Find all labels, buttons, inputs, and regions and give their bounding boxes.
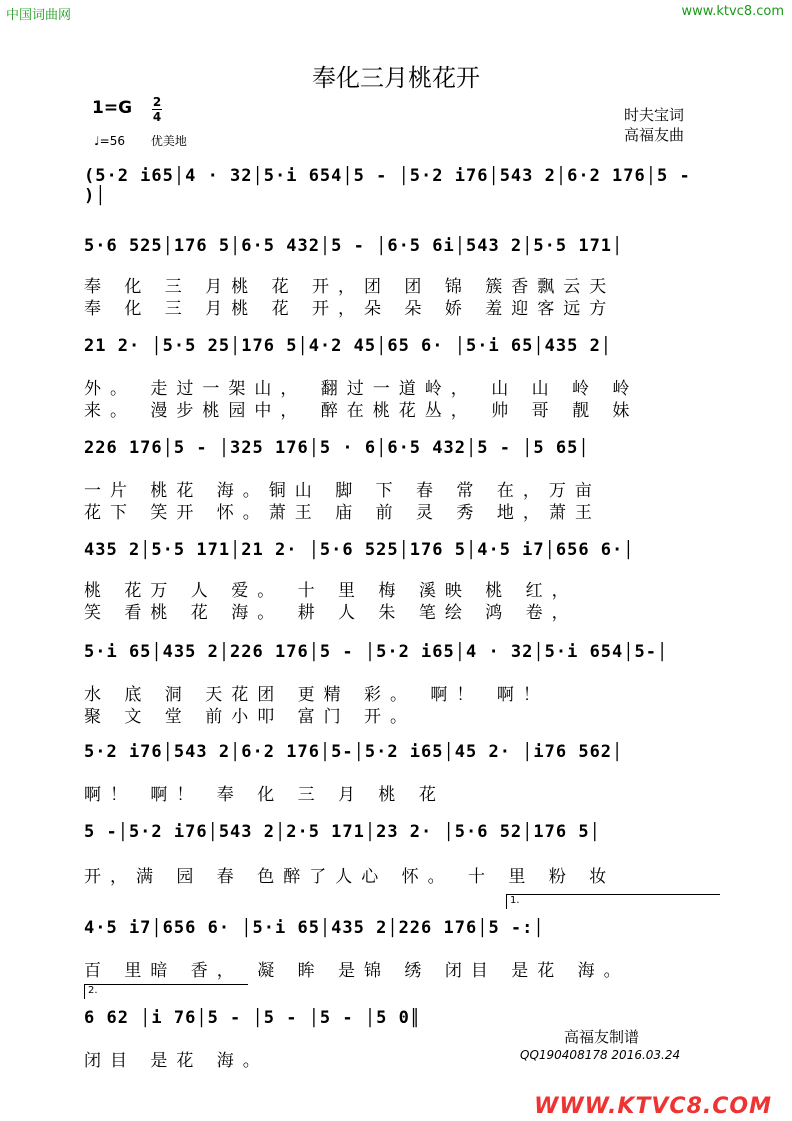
notes: 5·2 i76│543 2│6·2 176│5-│5·2 i65│45 2· │i76 562│ xyxy=(84,742,624,762)
notes: 435 2│5·5 171│21 2· │5·6 525│176 5│4·5 i7│656 6·│ xyxy=(84,540,635,560)
lyric-line: 啊！ 啊！ 奉 化 三 月 桃 花 xyxy=(84,785,445,805)
notes: 5·6 525│176 5│6·5 432│5 - │6·5 6i│543 2│5·5 171│ xyxy=(84,236,624,256)
lyric-line: 桃 花万 人 爱。 十 里 梅 溪映 桃 红， xyxy=(84,581,578,601)
lyric-line: 开，满 园 春 色醉了人心 怀。 十 里 粉 妆 xyxy=(84,867,616,887)
tempo-marking xyxy=(94,132,187,149)
staff-row-2 xyxy=(84,228,716,263)
time-signature xyxy=(152,96,162,123)
composer-credit: 高福友曲 xyxy=(624,126,685,144)
lyric-line: 奉 化 三 月桃 花 开，朵 朵 娇 羞迎客远方 xyxy=(84,299,616,319)
notes: 4·5 i7│656 6· │5·i 65│435 2│226 176│5 -:│ xyxy=(84,918,545,938)
staff-row-8 xyxy=(84,814,716,849)
notes: 21 2· │5·5 25│176 5│4·2 45│65 6· │5·i 65│435 2│ xyxy=(84,336,613,356)
site-name-left[interactable]: 中国词曲网 xyxy=(6,8,72,23)
notes: 5·i 65│435 2│226 176│5 - │5·2 i65│4 · 32│5·i 654│5-│ xyxy=(84,642,669,662)
lyric-line: 笑 看桃 花 海。 耕 人 朱 笔绘 鸿 卷， xyxy=(84,603,578,623)
notes: 5 -│5·2 i76│543 2│2·5 171│23 2· │5·6 52│176 5│ xyxy=(84,822,601,842)
staff-row-6 xyxy=(84,634,716,669)
second-ending-bracket: 2. xyxy=(84,984,248,999)
staff-row-5 xyxy=(84,532,716,567)
lyric-line: 花下 笑开 怀。萧王 庙 前 灵 秀 地，萧王 xyxy=(84,503,601,523)
staff-row-3 xyxy=(84,328,716,363)
expression-marking: 优美地 xyxy=(150,134,187,148)
staff-row-1 xyxy=(84,166,716,206)
staff-row-4 xyxy=(84,430,716,465)
meter-top: 2 xyxy=(152,95,162,109)
notes: 226 176│5 - │325 176│5 · 6│6·5 432│5 - │5 65│ xyxy=(84,438,590,458)
lyric-line: 来。 漫步桃园中， 醉在桃花丛， 帅 哥 靓 妹 xyxy=(84,401,639,421)
site-url-right[interactable]: www.ktvc8.com xyxy=(681,4,784,19)
notes: 6 62 │i 76│5 - │5 - │5 - │5 0║ xyxy=(84,1008,422,1028)
lyricist-credit: 时夫宝词 xyxy=(624,106,685,124)
song-title: 奉化三月桃花开 xyxy=(312,64,480,92)
lyric-line: 奉 化 三 月桃 花 开，团 团 锦 簇香飘云天 xyxy=(84,277,616,297)
notes: (5·2 i65│4 · 32│5·i 654│5 - │5·2 i76│543 2│6·2 176│5 - )│ xyxy=(84,166,691,206)
meter-bottom: 4 xyxy=(152,110,162,124)
key-signature: 1=G xyxy=(92,98,133,118)
contact-info: QQ190408178 2016.03.24 xyxy=(520,1048,681,1062)
watermark-url: WWW.KTVC8.COM xyxy=(534,1094,772,1119)
staff-row-10 xyxy=(84,1000,504,1035)
lyric-line: 外。 走过一架山， 翻过一道岭， 山 山 岭 岭 xyxy=(84,379,639,399)
tempo-value: ♩=56 xyxy=(94,134,125,148)
arranger-credit: 高福友制谱 xyxy=(564,1028,640,1046)
first-ending-bracket: 1. xyxy=(506,894,720,909)
lyric-line: 聚 文 堂 前小叩 富门 开。 xyxy=(84,707,417,727)
staff-row-9 xyxy=(84,910,716,945)
staff-row-7 xyxy=(84,734,716,769)
lyric-line: 水 底 洞 天花团 更精 彩。 啊！ 啊！ xyxy=(84,685,549,705)
lyric-line: 闭目 是花 海。 xyxy=(84,1051,269,1071)
lyric-line: 百 里暗 香， 凝 眸 是锦 绣 闭目 是花 海。 xyxy=(84,961,630,981)
lyric-line: 一片 桃花 海。铜山 脚 下 春 常 在，万亩 xyxy=(84,481,601,501)
